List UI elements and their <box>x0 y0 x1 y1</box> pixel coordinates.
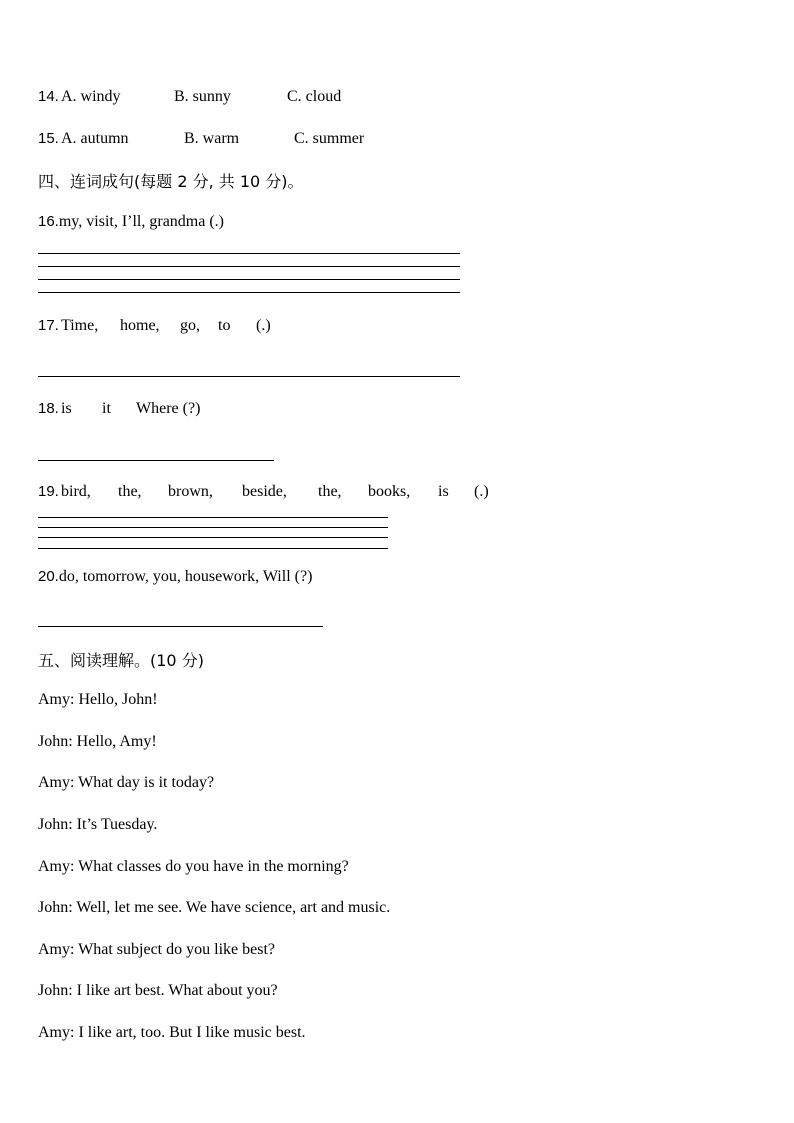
option-c: C. summer <box>294 130 365 147</box>
dialogue-line: Amy: I like art, too. But I like music best. <box>38 1024 306 1041</box>
dialogue-line: John: Well, let me see. We have science, art and music. <box>38 899 391 916</box>
section-5-heading: 五、阅读理解。(10 分) <box>38 651 204 670</box>
question-number: 16. <box>38 213 59 230</box>
dialogue-line: Amy: What classes do you have in the morning? <box>38 858 349 875</box>
answer-line <box>38 548 388 549</box>
word: the, <box>118 483 142 500</box>
question-16 <box>38 212 224 232</box>
option-c: C. cloud <box>287 88 342 105</box>
question-number: 17. <box>38 317 59 334</box>
option-b: B. sunny <box>174 88 231 105</box>
answer-line <box>38 537 388 538</box>
word: go, <box>180 317 200 334</box>
question-text: my, visit, I’ll, grandma (.) <box>58 213 225 230</box>
answer-line <box>38 376 460 377</box>
dialogue-line: John: I like art best. What about you? <box>38 982 278 999</box>
word: Where (?) <box>136 400 201 417</box>
answer-line <box>38 292 460 293</box>
word: it <box>102 400 111 417</box>
word: brown, <box>168 483 213 500</box>
question-20 <box>38 567 312 587</box>
answer-line <box>38 253 460 254</box>
option-a: A. windy <box>61 88 121 105</box>
word: Time, <box>61 317 99 334</box>
answer-line <box>38 517 388 518</box>
dialogue-line: Amy: What day is it today? <box>38 774 215 791</box>
answer-line <box>38 527 388 528</box>
word: home, <box>120 317 160 334</box>
word: to <box>218 317 231 334</box>
question-number: 15. <box>38 130 59 147</box>
option-a: A. autumn <box>61 130 129 147</box>
word: (.) <box>474 483 489 500</box>
word: is <box>438 483 449 500</box>
question-number: 14. <box>38 88 59 105</box>
word: bird, <box>61 483 91 500</box>
question-number: 19. <box>38 483 59 500</box>
section-4-heading: 四、连词成句(每题 2 分, 共 10 分)。 <box>38 172 304 191</box>
word: is <box>61 400 72 417</box>
question-text: do, tomorrow, you, housework, Will (?) <box>58 568 313 585</box>
answer-line <box>38 279 460 280</box>
dialogue-line: Amy: What subject do you like best? <box>38 941 275 958</box>
dialogue-line: John: It’s Tuesday. <box>38 816 158 833</box>
word: books, <box>368 483 411 500</box>
dialogue-line: Amy: Hello, John! <box>38 691 158 708</box>
option-b: B. warm <box>184 130 240 147</box>
answer-line <box>38 460 274 461</box>
question-number: 18. <box>38 400 59 417</box>
answer-line <box>38 266 460 267</box>
question-number: 20. <box>38 568 59 585</box>
word: (.) <box>256 317 271 334</box>
answer-line <box>38 626 323 627</box>
word: the, <box>318 483 342 500</box>
dialogue-line: John: Hello, Amy! <box>38 733 157 750</box>
word: beside, <box>242 483 287 500</box>
